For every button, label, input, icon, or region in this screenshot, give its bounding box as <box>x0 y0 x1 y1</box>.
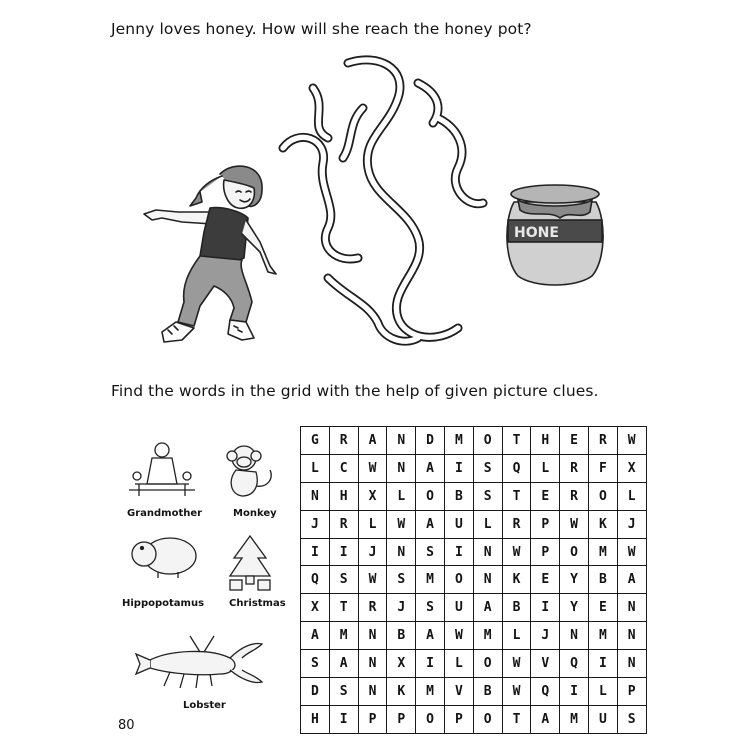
grid-cell: I <box>329 538 358 566</box>
grid-cell: I <box>560 678 589 706</box>
grid-cell: H <box>301 705 330 733</box>
grid-cell: S <box>416 594 445 622</box>
grid-cell: M <box>560 705 589 733</box>
grid-cell: M <box>588 622 617 650</box>
grid-cell: S <box>473 454 502 482</box>
grid-cell: W <box>617 538 646 566</box>
grid-cell: F <box>588 454 617 482</box>
clue-label-hippopotamus: Hippopotamus <box>122 598 205 609</box>
grid-row <box>301 454 647 482</box>
grid-cell: J <box>358 538 387 566</box>
grid-row <box>301 538 647 566</box>
grid-cell: C <box>329 454 358 482</box>
grid-cell: R <box>560 454 589 482</box>
grid-cell: A <box>473 594 502 622</box>
grid-cell: L <box>473 510 502 538</box>
grid-cell: G <box>301 427 330 455</box>
grid-row <box>301 594 647 622</box>
grid-cell: T <box>329 594 358 622</box>
grid-row <box>301 427 647 455</box>
grid-cell: P <box>617 678 646 706</box>
grid-cell: N <box>473 538 502 566</box>
grid-cell: L <box>617 482 646 510</box>
grid-cell: S <box>416 538 445 566</box>
grid-cell: O <box>588 482 617 510</box>
grid-cell: H <box>329 482 358 510</box>
grid-cell: S <box>473 482 502 510</box>
grid-cell: M <box>416 566 445 594</box>
grid-cell: R <box>358 594 387 622</box>
honey-label: HONE <box>514 225 559 241</box>
grid-cell: M <box>588 538 617 566</box>
grid-cell: K <box>588 510 617 538</box>
grid-cell: N <box>617 622 646 650</box>
honey-pot-illustration <box>500 180 610 290</box>
grid-cell: L <box>358 510 387 538</box>
grid-cell: B <box>588 566 617 594</box>
grid-cell: L <box>301 454 330 482</box>
grandmother-icon <box>125 440 199 500</box>
grid-cell: M <box>473 622 502 650</box>
grid-cell: A <box>531 705 560 733</box>
grid-cell: Q <box>560 650 589 678</box>
grid-cell: O <box>473 705 502 733</box>
maze-instruction: Jenny loves honey. How will she reach the honey pot? <box>111 20 532 38</box>
grid-cell: B <box>473 678 502 706</box>
grid-cell: O <box>560 538 589 566</box>
grid-row <box>301 705 647 733</box>
grid-cell: A <box>301 622 330 650</box>
grid-cell: R <box>588 427 617 455</box>
grid-cell: N <box>560 622 589 650</box>
grid-cell: S <box>329 566 358 594</box>
grid-cell: Y <box>560 566 589 594</box>
christmas-tree-icon <box>226 532 274 592</box>
grid-cell: V <box>444 678 473 706</box>
grid-cell: T <box>502 705 531 733</box>
honey-maze <box>268 48 508 353</box>
grid-cell: I <box>416 650 445 678</box>
grid-cell: B <box>387 622 416 650</box>
grid-cell: W <box>358 566 387 594</box>
grid-row <box>301 566 647 594</box>
grid-cell: D <box>301 678 330 706</box>
grid-cell: A <box>416 510 445 538</box>
grid-cell: O <box>416 482 445 510</box>
page-number: 80 <box>118 718 135 733</box>
grid-cell: R <box>502 510 531 538</box>
grid-cell: A <box>358 427 387 455</box>
lobster-icon <box>130 630 270 696</box>
grid-cell: N <box>387 538 416 566</box>
grid-cell: B <box>502 594 531 622</box>
grid-cell: R <box>560 482 589 510</box>
grid-cell: D <box>416 427 445 455</box>
grid-cell: E <box>588 594 617 622</box>
grid-cell: N <box>473 566 502 594</box>
grid-cell: Q <box>531 678 560 706</box>
grid-cell: H <box>531 427 560 455</box>
grid-row <box>301 678 647 706</box>
grid-cell: U <box>444 510 473 538</box>
grid-cell: S <box>617 705 646 733</box>
grid-cell: N <box>358 650 387 678</box>
grid-cell: I <box>588 650 617 678</box>
grid-cell: X <box>387 650 416 678</box>
grid-cell: S <box>329 678 358 706</box>
grid-cell: X <box>617 454 646 482</box>
grid-cell: W <box>617 427 646 455</box>
grid-cell: L <box>444 650 473 678</box>
grid-cell: L <box>502 622 531 650</box>
grid-cell: N <box>617 594 646 622</box>
grid-cell: N <box>358 678 387 706</box>
grid-cell: W <box>444 622 473 650</box>
grid-cell: E <box>560 427 589 455</box>
grid-cell: K <box>387 678 416 706</box>
grid-cell: W <box>358 454 387 482</box>
grid-cell: O <box>473 427 502 455</box>
grid-cell: V <box>531 650 560 678</box>
grid-cell: W <box>502 650 531 678</box>
grid-cell: W <box>560 510 589 538</box>
grid-cell: J <box>387 594 416 622</box>
grid-cell: R <box>329 427 358 455</box>
word-search-instruction: Find the words in the grid with the help of given picture clues. <box>111 382 599 400</box>
grid-cell: I <box>444 538 473 566</box>
grid-cell: J <box>617 510 646 538</box>
grid-cell: U <box>444 594 473 622</box>
grid-cell: L <box>531 454 560 482</box>
grid-cell: J <box>301 510 330 538</box>
grid-cell: O <box>444 566 473 594</box>
grid-cell: P <box>358 705 387 733</box>
grid-cell: S <box>301 650 330 678</box>
grid-cell: A <box>329 650 358 678</box>
grid-cell: A <box>416 622 445 650</box>
grid-cell: L <box>387 482 416 510</box>
grid-cell: B <box>444 482 473 510</box>
grid-cell: P <box>444 705 473 733</box>
grid-cell: I <box>329 705 358 733</box>
clue-label-monkey: Monkey <box>233 508 277 519</box>
grid-cell: P <box>531 538 560 566</box>
word-search-grid <box>300 426 647 734</box>
grid-cell: X <box>301 594 330 622</box>
grid-cell: U <box>588 705 617 733</box>
grid-row <box>301 650 647 678</box>
grid-cell: A <box>416 454 445 482</box>
grid-cell: N <box>387 427 416 455</box>
grid-cell: Q <box>301 566 330 594</box>
grid-cell: A <box>617 566 646 594</box>
clue-label-lobster: Lobster <box>183 700 226 711</box>
grid-cell: M <box>329 622 358 650</box>
monkey-icon <box>220 442 280 500</box>
girl-illustration <box>138 162 288 352</box>
grid-cell: E <box>531 566 560 594</box>
grid-cell: J <box>531 622 560 650</box>
clue-label-grandmother: Grandmother <box>127 508 203 519</box>
hippopotamus-icon <box>130 530 200 580</box>
grid-cell: W <box>502 538 531 566</box>
grid-cell: N <box>358 622 387 650</box>
grid-cell: N <box>617 650 646 678</box>
grid-cell: E <box>531 482 560 510</box>
grid-cell: N <box>301 482 330 510</box>
grid-cell: R <box>329 510 358 538</box>
grid-cell: N <box>387 454 416 482</box>
clue-label-christmas: Christmas <box>229 598 286 609</box>
grid-cell: W <box>502 678 531 706</box>
grid-cell: M <box>416 678 445 706</box>
grid-cell: Q <box>502 454 531 482</box>
grid-row <box>301 482 647 510</box>
grid-row <box>301 510 647 538</box>
grid-row <box>301 622 647 650</box>
grid-cell: S <box>387 566 416 594</box>
grid-cell: I <box>531 594 560 622</box>
grid-cell: P <box>387 705 416 733</box>
grid-cell: W <box>387 510 416 538</box>
grid-cell: L <box>588 678 617 706</box>
grid-cell: T <box>502 482 531 510</box>
grid-cell: T <box>502 427 531 455</box>
grid-cell: P <box>531 510 560 538</box>
grid-cell: K <box>502 566 531 594</box>
grid-cell: O <box>416 705 445 733</box>
grid-cell: Y <box>560 594 589 622</box>
grid-cell: O <box>473 650 502 678</box>
grid-cell: I <box>301 538 330 566</box>
grid-cell: I <box>444 454 473 482</box>
grid-cell: M <box>444 427 473 455</box>
grid-cell: X <box>358 482 387 510</box>
